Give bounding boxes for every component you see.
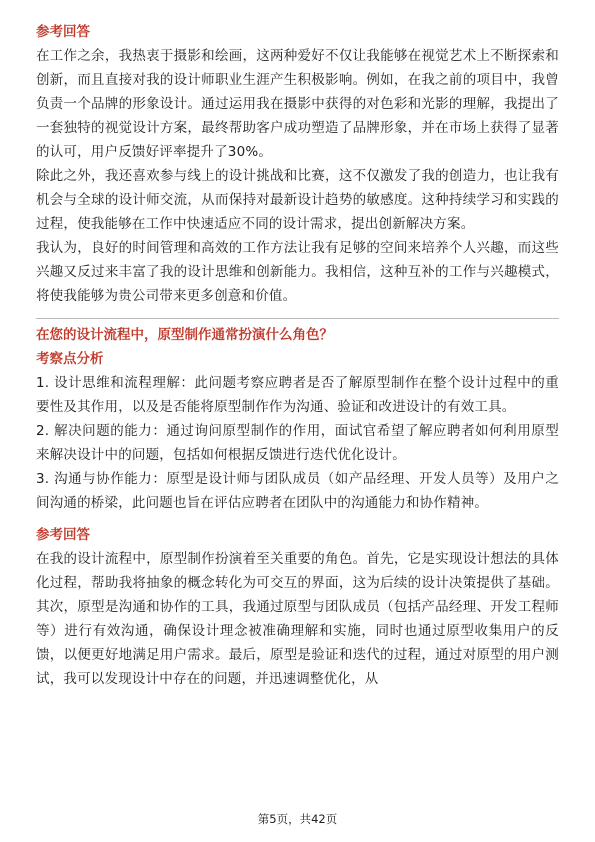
answer-paragraph-3: 我认为，良好的时间管理和高效的工作方法让我有足够的空间来培养个人兴趣，而这些兴趣又反过来丰富了我的设计思维和创新能力。我相信，这种互补的工作与兴趣模式，将使我能够为贵公司带来更多创意和价值。 bbox=[36, 240, 559, 304]
analysis-point-2: 2. 解决问题的能力：通过询问原型制作的作用，面试官希望了解应聘者如何利用原型来解决设计中的问题，包括如何根据反馈进行迭代优化设计。 bbox=[36, 423, 559, 463]
answer-paragraph-2: 除此之外，我还喜欢参与线上的设计挑战和比赛，这不仅激发了我的创造力，也让我有机会与全球的设计师交流，从而保持对最新设计趋势的敏感度。这种持续学习和实践的过程，使我能够在工作中快速适应不同的设计需求，提出创新解决方案。 bbox=[36, 168, 559, 232]
interview-question: 在您的设计流程中，原型制作通常扮演什么角色？ bbox=[36, 327, 333, 343]
analysis-point-3: 3. 沟通与协作能力：原型是设计师与团队成员（如产品经理、开发人员等）及用户之间沟通的桥梁，此问题也旨在评估应聘者在团队中的沟通能力和协作精神。 bbox=[36, 471, 559, 511]
reference-answer-heading-1: 参考回答 bbox=[36, 24, 90, 40]
answer-paragraph-1: 在工作之余，我热衷于摄影和绘画，这两种爱好不仅让我能够在视觉艺术上不断探索和创新，而且直接对我的设计师职业生涯产生积极影响。例如，在我之前的项目中，我曾负责一个品牌的形象设计。通过运用我在摄影中获得的对色彩和光影的理解，我提出了一套独特的视觉设计方案，最终帮助客户成功塑造了品牌形象，并在市场上获得了显著的认可，用户反馈好评率提升了30%。 bbox=[36, 48, 559, 160]
analysis-point-1: 1. 设计思维和流程理解：此问题考察应聘者是否了解原型制作在整个设计过程中的重要性及其作用，以及是否能将原型制作作为沟通、验证和改进设计的有效工具。 bbox=[36, 375, 559, 415]
spacer bbox=[36, 515, 559, 523]
page-content bbox=[36, 20, 559, 691]
page-number: 第5页，共42页 bbox=[257, 812, 338, 826]
analysis-heading: 考察点分析 bbox=[36, 351, 104, 367]
reference-answer-heading-2: 参考回答 bbox=[36, 527, 90, 543]
section-divider bbox=[36, 318, 559, 319]
answer-paragraph-4: 在我的设计流程中，原型制作扮演着至关重要的角色。首先，它是实现设计想法的具体化过程，帮助我将抽象的概念转化为可交互的界面，这为后续的设计决策提供了基础。其次，原型是沟通和协作的工具，我通过原型与团队成员（包括产品经理、开发工程师等）进行有效沟通，确保设计理念被准确理解和实施，同时也通过原型收集用户的反馈，以便更好地满足用户需求。最后，原型是验证和迭代的过程，通过对原型的用户测试，我可以发现设计中存在的问题，并迅速调整优化，从 bbox=[36, 551, 559, 687]
